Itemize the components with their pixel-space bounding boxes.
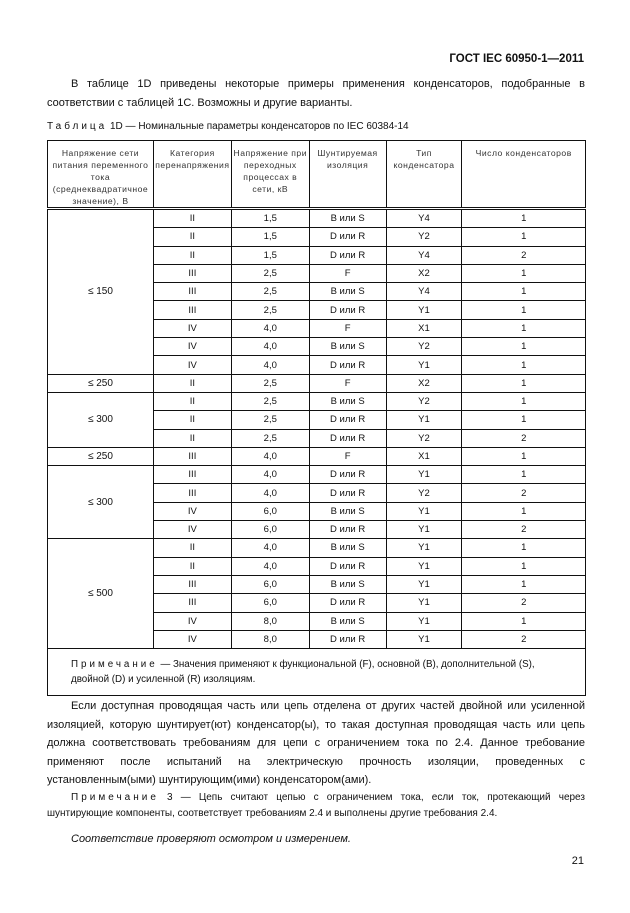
table-cell: 2 xyxy=(462,630,586,648)
table-cell: II xyxy=(153,539,231,557)
table-cell: B или S xyxy=(309,612,386,630)
table-cell: II xyxy=(153,374,231,392)
table-cell: 6,0 xyxy=(231,594,309,612)
table-cell: 4,0 xyxy=(231,557,309,575)
table-cell: D или R xyxy=(309,557,386,575)
table-cell: 4,0 xyxy=(231,484,309,502)
col-header: Напряжение сети питания переменного тока (среднеквадратичное значение), В xyxy=(48,141,154,209)
table-cell: F xyxy=(309,319,386,337)
table-cell: D или R xyxy=(309,228,386,246)
table-cell: 2,5 xyxy=(231,301,309,319)
table-cell: 4,0 xyxy=(231,466,309,484)
table-cell: 8,0 xyxy=(231,612,309,630)
table-cell: Y1 xyxy=(386,301,462,319)
intro-paragraph: В таблице 1D приведены некоторые примеры применения конденсаторов, подобранные в соответствии с таблицей 1С. Возможны и другие варианты. xyxy=(47,78,585,109)
body-paragraph: Если доступная проводящая часть или цепь отделена от других частей двойной или усиленной изоляцией, которую шунтирует(ют) конденсатор(ы), то такая доступная проводящая часть или цепь должна соответствовать требованиям для цепи с ограничением тока по 2.4. Данное требование применяют после испытаний на электрическую прочность изоляции, проведенных с установленным(ыми) шунтирующим(ими) конденсатором(ами). xyxy=(47,700,585,786)
table-cell: IV xyxy=(153,502,231,520)
table-cell: Y1 xyxy=(386,630,462,648)
mains-voltage-cell: ≤ 500 xyxy=(48,539,154,649)
table-cell: 2 xyxy=(462,484,586,502)
table-cell: Y2 xyxy=(386,392,462,410)
table-cell: II xyxy=(153,557,231,575)
table-cell: Y2 xyxy=(386,429,462,447)
table-cell: Y4 xyxy=(386,283,462,301)
table-cell: Y1 xyxy=(386,502,462,520)
table-cell: II xyxy=(153,392,231,410)
table-row xyxy=(48,539,586,557)
table-cell: D или R xyxy=(309,630,386,648)
table-cell: 1 xyxy=(462,557,586,575)
table-cell: 2,5 xyxy=(231,411,309,429)
table-cell: 2 xyxy=(462,521,586,539)
mains-voltage-cell: ≤ 150 xyxy=(48,209,154,375)
table-cell: B или S xyxy=(309,392,386,410)
table-cell: 6,0 xyxy=(231,575,309,593)
table-cell: Y4 xyxy=(386,209,462,228)
table-cell: D или R xyxy=(309,484,386,502)
table-cell: B или S xyxy=(309,539,386,557)
table-cell: 1 xyxy=(462,575,586,593)
table-cell: 2,5 xyxy=(231,392,309,410)
table-row xyxy=(48,447,586,465)
table-cell: 6,0 xyxy=(231,521,309,539)
table-cell: III xyxy=(153,484,231,502)
table-cell: 1 xyxy=(462,264,586,282)
table-cell: D или R xyxy=(309,301,386,319)
table-cell: 1 xyxy=(462,228,586,246)
table-cell: Y1 xyxy=(386,521,462,539)
table-cell: 1 xyxy=(462,539,586,557)
table-row xyxy=(48,466,586,484)
table-cell: 1,5 xyxy=(231,228,309,246)
table-cell: Y2 xyxy=(386,338,462,356)
table-cell: D или R xyxy=(309,429,386,447)
col-header: Категория перенапряжения xyxy=(153,141,231,209)
table-cell: 1 xyxy=(462,447,586,465)
table-cell: D или R xyxy=(309,466,386,484)
table-cell: F xyxy=(309,374,386,392)
page-number: 21 xyxy=(571,855,584,867)
table-cell: Y4 xyxy=(386,246,462,264)
table-cell: 2 xyxy=(462,246,586,264)
col-header: Тип конденсатора xyxy=(386,141,462,209)
table-cell: Y1 xyxy=(386,356,462,374)
table-cell: 6,0 xyxy=(231,502,309,520)
table-cell: IV xyxy=(153,630,231,648)
mains-voltage-cell: ≤ 300 xyxy=(48,466,154,539)
table-cell: II xyxy=(153,429,231,447)
table-cell: 1 xyxy=(462,392,586,410)
table-caption: Таблица 1D — Номинальные параметры конденсаторов по IEC 60384-14 xyxy=(47,121,409,132)
table-cell: III xyxy=(153,575,231,593)
table-note: Примечание — Значения применяют к функциональной (F), основной (B), дополнительной (S), двойной (D) и усиленной (R) изоляциям. xyxy=(48,649,586,696)
table-cell: 1 xyxy=(462,209,586,228)
table-cell: III xyxy=(153,301,231,319)
table-cell: II xyxy=(153,411,231,429)
table-cell: B или S xyxy=(309,209,386,228)
table-cell: 2,5 xyxy=(231,264,309,282)
table-cell: Y1 xyxy=(386,411,462,429)
mains-voltage-cell: ≤ 250 xyxy=(48,374,154,392)
table-cell: 1,5 xyxy=(231,246,309,264)
table-cell: B или S xyxy=(309,338,386,356)
table-cell: B или S xyxy=(309,575,386,593)
table-cell: D или R xyxy=(309,246,386,264)
table-cell: X2 xyxy=(386,374,462,392)
table-cell: 1 xyxy=(462,612,586,630)
table-cell: III xyxy=(153,466,231,484)
table-cell: 4,0 xyxy=(231,338,309,356)
table-cell: 2 xyxy=(462,594,586,612)
table-cell: D или R xyxy=(309,594,386,612)
table-cell: 4,0 xyxy=(231,356,309,374)
compliance-text: Соответствие проверяют осмотром и измерением. xyxy=(71,833,351,845)
table-cell: B или S xyxy=(309,283,386,301)
table-cell: Y1 xyxy=(386,575,462,593)
table-cell: Y1 xyxy=(386,466,462,484)
table-cell: X1 xyxy=(386,319,462,337)
table-cell: 1 xyxy=(462,502,586,520)
table-cell: 1 xyxy=(462,338,586,356)
table-cell: 2,5 xyxy=(231,374,309,392)
table-cell: Y2 xyxy=(386,484,462,502)
table-cell: III xyxy=(153,594,231,612)
table-cell: 4,0 xyxy=(231,539,309,557)
table-cell: IV xyxy=(153,338,231,356)
table-cell: 1 xyxy=(462,374,586,392)
table-cell: X1 xyxy=(386,447,462,465)
table-cell: 2,5 xyxy=(231,283,309,301)
col-header: Число конденсаторов xyxy=(462,141,586,209)
table-cell: 4,0 xyxy=(231,447,309,465)
table-cell: Y1 xyxy=(386,539,462,557)
table-cell: IV xyxy=(153,319,231,337)
mains-voltage-cell: ≤ 250 xyxy=(48,447,154,465)
table-cell: 4,0 xyxy=(231,319,309,337)
table-cell: 1 xyxy=(462,301,586,319)
table-cell: 1 xyxy=(462,466,586,484)
capacitor-table xyxy=(47,140,586,696)
note-3: Примечание 3 — Цепь считают цепью с ограничением тока, если ток, протекающий через шунтирующие компоненты, соответствует требованиям 2.4 и выполнены другие требования 2.4. xyxy=(47,792,585,819)
table-cell: D или R xyxy=(309,411,386,429)
table-cell: 1 xyxy=(462,319,586,337)
table-cell: IV xyxy=(153,521,231,539)
table-note-row xyxy=(48,649,586,696)
table-cell: 2,5 xyxy=(231,429,309,447)
col-header: Шунтируемая изоляция xyxy=(309,141,386,209)
table-cell: Y1 xyxy=(386,557,462,575)
table-row xyxy=(48,209,586,228)
table-cell: IV xyxy=(153,612,231,630)
table-cell: II xyxy=(153,209,231,228)
table-cell: 2 xyxy=(462,429,586,447)
table-cell: Y1 xyxy=(386,594,462,612)
table-cell: D или R xyxy=(309,521,386,539)
table-cell: Y1 xyxy=(386,612,462,630)
col-header: Напряжение при переходных процессах в сети, кВ xyxy=(231,141,309,209)
table-row xyxy=(48,374,586,392)
mains-voltage-cell: ≤ 300 xyxy=(48,392,154,447)
table-cell: F xyxy=(309,447,386,465)
table-cell: III xyxy=(153,283,231,301)
table-cell: X2 xyxy=(386,264,462,282)
table-cell: 1 xyxy=(462,283,586,301)
table-cell: D или R xyxy=(309,356,386,374)
table-cell: 1 xyxy=(462,356,586,374)
table-row xyxy=(48,392,586,410)
table-cell: III xyxy=(153,264,231,282)
table-header-row xyxy=(48,141,586,209)
table-cell: II xyxy=(153,228,231,246)
table-cell: F xyxy=(309,264,386,282)
table-cell: IV xyxy=(153,356,231,374)
table-cell: 1 xyxy=(462,411,586,429)
table-cell: 1,5 xyxy=(231,209,309,228)
table-cell: III xyxy=(153,447,231,465)
table-cell: II xyxy=(153,246,231,264)
table-cell: 8,0 xyxy=(231,630,309,648)
table-cell: B или S xyxy=(309,502,386,520)
table-cell: Y2 xyxy=(386,228,462,246)
document-header: ГОСТ IEC 60950-1—2011 xyxy=(449,53,584,65)
